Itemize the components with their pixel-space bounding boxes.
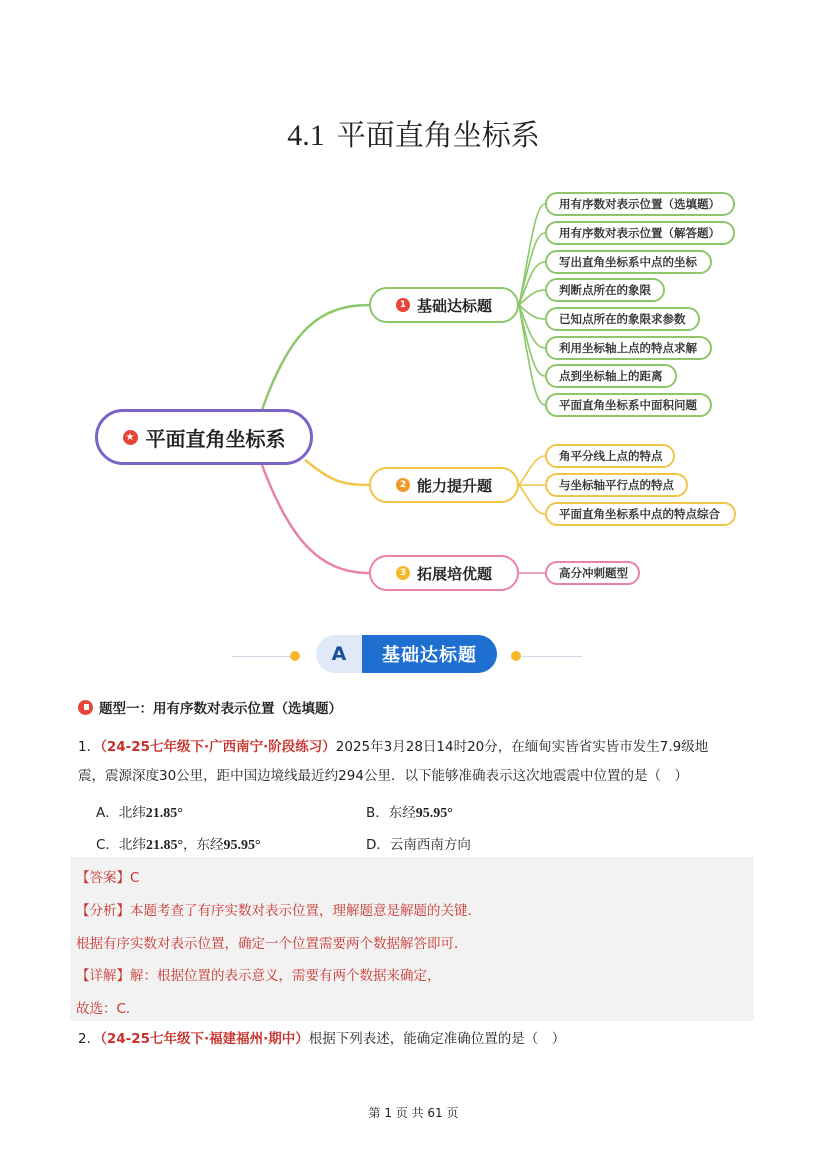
leaf-item: 角平分线上点的特点 — [545, 444, 675, 468]
question-type — [78, 697, 342, 717]
leaf-item: 平面直角坐标系中面积问题 — [545, 393, 712, 417]
question-type-label: 题型一：用有序数对表示位置（选填题） — [99, 701, 342, 717]
banner-line-right — [522, 656, 582, 657]
leaf-item: 判断点所在的象限 — [545, 278, 665, 302]
banner-line-left — [232, 656, 294, 657]
q2-text: 根据下列表述，能确定准确位置的是（ ） — [308, 1031, 566, 1047]
q1-number: 1． — [78, 739, 101, 755]
option-d: D．云南西南方向 — [366, 837, 471, 853]
badge-3-icon: 3 — [396, 566, 410, 580]
branch-label: 能力提升题 — [416, 476, 492, 495]
analysis-line1: 【分析】本题考查了有序实数对表示位置，理解题意是解题的关键． — [76, 903, 481, 919]
leaf-item: 用有序数对表示位置（解答题） — [545, 221, 735, 245]
branch-basic — [369, 287, 519, 323]
q2-number: 2． — [78, 1031, 101, 1047]
option-b — [366, 801, 453, 822]
section-letter: A — [316, 635, 362, 673]
connector-root-b3 — [262, 465, 369, 573]
option-c-mid: ，东经 — [183, 837, 224, 853]
leaf-item: 用有序数对表示位置（选填题） — [545, 192, 735, 216]
title-number: 4.1 — [287, 119, 325, 152]
branch-advanced — [369, 467, 519, 503]
leaf-item: 点到坐标轴上的距离 — [545, 364, 677, 388]
branch-extension — [369, 555, 519, 591]
title-text: 平面直角坐标系 — [336, 118, 540, 152]
branch-label: 基础达标题 — [416, 296, 492, 315]
banner-dot-right — [511, 651, 521, 661]
option-c-value2: 95.95° — [223, 838, 261, 853]
leaf-item: 高分冲刺题型 — [545, 561, 640, 585]
option-b-value: 95.95° — [415, 806, 453, 821]
q2-line — [78, 1029, 565, 1049]
option-a — [96, 801, 183, 822]
option-c — [96, 833, 261, 854]
banner-dot-left — [290, 651, 300, 661]
q1-text1: 2025年3月28日14时20分，在缅甸实皆省实皆市发生7.9级地 — [335, 739, 709, 755]
flag-icon — [78, 700, 93, 715]
q2-source: （24-25七年级下·福建福州·期中） — [100, 1031, 309, 1047]
option-a-prefix: A．北纬 — [96, 805, 146, 821]
page-title — [0, 113, 827, 154]
leaf-item: 写出直角坐标系中点的坐标 — [545, 250, 712, 274]
connectors-b2-leaves — [519, 456, 545, 514]
option-c-value1: 21.85° — [145, 838, 184, 853]
root-label: 平面直角坐标系 — [145, 426, 286, 451]
connector-root-b2 — [305, 460, 369, 485]
page-footer: 第 1 页 共 61 页 — [368, 1106, 459, 1120]
branch-label: 拓展培优题 — [416, 564, 492, 583]
leaf-item: 已知点所在的象限求参数 — [545, 307, 700, 331]
choose-line: 故选：C． — [76, 1001, 140, 1017]
q1-source: （24-25七年级下·广西南宁·阶段练习） — [100, 739, 336, 755]
leaf-item: 平面直角坐标系中点的特点综合 — [545, 502, 736, 526]
star-icon: ★ — [123, 430, 138, 445]
mindmap-root — [95, 409, 313, 465]
option-a-value: 21.85° — [145, 806, 183, 821]
q1-line1 — [78, 737, 708, 757]
q1-line2: 震，震源深度30公里，距中国边境线最近约294公里．以下能够准确表示这次地震震中位置的是（ ） — [78, 768, 688, 784]
leaf-item: 利用坐标轴上点的特点求解 — [545, 336, 712, 360]
analysis-line2: 根据有序实数对表示位置，确定一个位置需要两个数据解答即可． — [76, 936, 468, 952]
detail-line: 【详解】解：根据位置的表示意义，需要有两个数据来确定， — [76, 968, 441, 984]
connectors-b1-leaves — [519, 204, 545, 405]
section-banner — [316, 635, 497, 673]
section-label: 基础达标题 — [362, 635, 497, 673]
answer-line: 【答案】C — [76, 870, 140, 886]
badge-2-icon: 2 — [396, 478, 410, 492]
option-c-prefix: C．北纬 — [96, 837, 146, 853]
connector-root-b1 — [262, 305, 369, 410]
badge-1-icon: 1 — [396, 298, 410, 312]
leaf-item: 与坐标轴平行点的特点 — [545, 473, 688, 497]
option-b-prefix: B．东经 — [366, 805, 416, 821]
